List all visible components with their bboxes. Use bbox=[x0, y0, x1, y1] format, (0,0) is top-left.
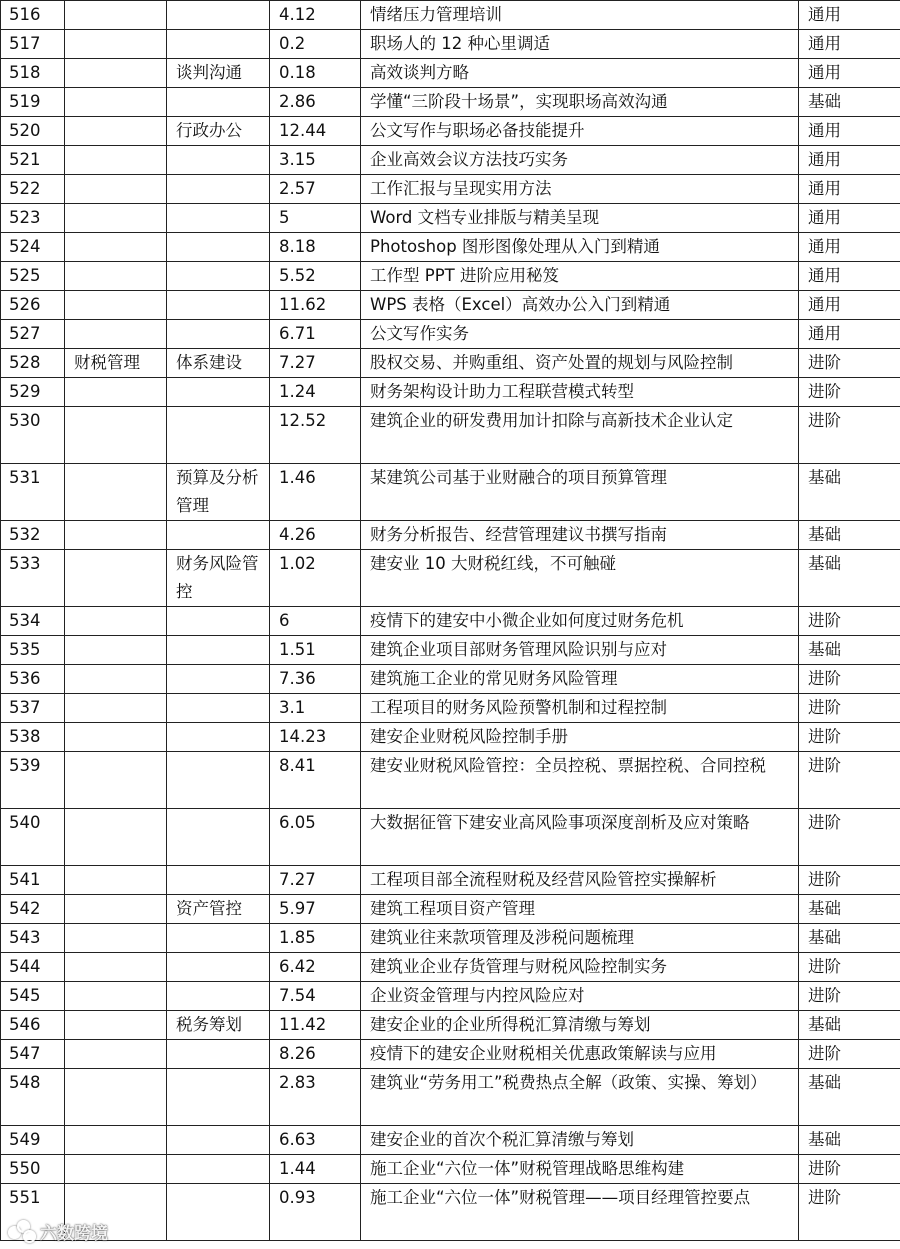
cell-number: 521 bbox=[1, 146, 65, 175]
watermark-text: 六数跨境 bbox=[40, 1223, 108, 1244]
cell-category bbox=[65, 320, 167, 349]
cell-hours: 4.26 bbox=[270, 521, 361, 550]
cell-hours: 12.52 bbox=[270, 407, 361, 464]
cell-number: 543 bbox=[1, 924, 65, 953]
cell-course-title: 建安企业的首次个税汇算清缴与筹划 bbox=[361, 1126, 799, 1155]
table-row bbox=[1, 694, 900, 723]
cell-hours: 1.46 bbox=[270, 464, 361, 521]
table-row bbox=[1, 1, 900, 30]
cell-category bbox=[65, 924, 167, 953]
cell-number: 532 bbox=[1, 521, 65, 550]
cell-course-title: 财务架构设计助力工程联营模式转型 bbox=[361, 378, 799, 407]
cell-level: 通用 bbox=[799, 320, 900, 349]
cell-category bbox=[65, 146, 167, 175]
table-row bbox=[1, 1126, 900, 1155]
cell-subcategory: 预算及分析管理 bbox=[167, 464, 270, 521]
cell-course-title: 大数据征管下建安业高风险事项深度剖析及应对策略 bbox=[361, 809, 799, 866]
table-row bbox=[1, 233, 900, 262]
cell-hours: 7.27 bbox=[270, 349, 361, 378]
cell-number: 518 bbox=[1, 59, 65, 88]
cell-level: 通用 bbox=[799, 175, 900, 204]
cell-number: 523 bbox=[1, 204, 65, 233]
cell-course-title: 建安业财税风险管控：全员控税、票据控税、合同控税 bbox=[361, 752, 799, 809]
cell-category bbox=[65, 464, 167, 521]
cell-category bbox=[65, 665, 167, 694]
table-row bbox=[1, 953, 900, 982]
cell-level: 通用 bbox=[799, 117, 900, 146]
table-row bbox=[1, 175, 900, 204]
table-row bbox=[1, 407, 900, 464]
cell-course-title: 某建筑公司基于业财融合的项目预算管理 bbox=[361, 464, 799, 521]
cell-number: 547 bbox=[1, 1040, 65, 1069]
cell-course-title: WPS 表格（Excel）高效办公入门到精通 bbox=[361, 291, 799, 320]
cell-hours: 7.27 bbox=[270, 866, 361, 895]
cell-level: 通用 bbox=[799, 146, 900, 175]
cell-subcategory bbox=[167, 636, 270, 665]
cell-hours: 1.44 bbox=[270, 1155, 361, 1184]
cell-number: 516 bbox=[1, 1, 65, 30]
cell-course-title: 情绪压力管理培训 bbox=[361, 1, 799, 30]
cell-course-title: 工程项目部全流程财税及经营风险管控实操解析 bbox=[361, 866, 799, 895]
cell-number: 519 bbox=[1, 88, 65, 117]
cell-category bbox=[65, 88, 167, 117]
cell-course-title: 工作汇报与呈现实用方法 bbox=[361, 175, 799, 204]
cell-number: 534 bbox=[1, 607, 65, 636]
cell-hours: 7.36 bbox=[270, 665, 361, 694]
cell-course-title: 工作型 PPT 进阶应用秘笈 bbox=[361, 262, 799, 291]
cell-level: 基础 bbox=[799, 895, 900, 924]
cell-subcategory bbox=[167, 1155, 270, 1184]
cell-subcategory bbox=[167, 809, 270, 866]
cell-subcategory: 资产管控 bbox=[167, 895, 270, 924]
table-row bbox=[1, 146, 900, 175]
cell-hours: 8.18 bbox=[270, 233, 361, 262]
cell-number: 551 bbox=[1, 1184, 65, 1241]
cell-hours: 5.97 bbox=[270, 895, 361, 924]
cell-category bbox=[65, 895, 167, 924]
cell-course-title: 职场人的 12 种心里调适 bbox=[361, 30, 799, 59]
table-row bbox=[1, 1184, 900, 1241]
table-row bbox=[1, 88, 900, 117]
cell-subcategory bbox=[167, 723, 270, 752]
cell-course-title: 建筑施工企业的常见财务风险管理 bbox=[361, 665, 799, 694]
cell-level: 进阶 bbox=[799, 953, 900, 982]
table-row bbox=[1, 59, 900, 88]
cell-subcategory bbox=[167, 1126, 270, 1155]
cell-category: 财税管理 bbox=[65, 349, 167, 378]
cell-category bbox=[65, 117, 167, 146]
cell-level: 进阶 bbox=[799, 407, 900, 464]
cell-level: 基础 bbox=[799, 924, 900, 953]
cell-number: 535 bbox=[1, 636, 65, 665]
cell-subcategory bbox=[167, 378, 270, 407]
cell-course-title: Word 文档专业排版与精美呈现 bbox=[361, 204, 799, 233]
cell-hours: 0.18 bbox=[270, 59, 361, 88]
cell-course-title: 疫情下的建安中小微企业如何度过财务危机 bbox=[361, 607, 799, 636]
cell-level: 进阶 bbox=[799, 1040, 900, 1069]
table-row bbox=[1, 924, 900, 953]
cell-subcategory bbox=[167, 866, 270, 895]
cell-category bbox=[65, 59, 167, 88]
cell-hours: 12.44 bbox=[270, 117, 361, 146]
cell-subcategory bbox=[167, 607, 270, 636]
table-row bbox=[1, 665, 900, 694]
table-row bbox=[1, 982, 900, 1011]
table-row bbox=[1, 607, 900, 636]
cell-course-title: 学懂“三阶段十场景”，实现职场高效沟通 bbox=[361, 88, 799, 117]
cell-hours: 6.42 bbox=[270, 953, 361, 982]
cell-subcategory bbox=[167, 407, 270, 464]
cell-hours: 6 bbox=[270, 607, 361, 636]
cell-category bbox=[65, 233, 167, 262]
cell-subcategory bbox=[167, 204, 270, 233]
cell-category bbox=[65, 752, 167, 809]
cell-level: 通用 bbox=[799, 59, 900, 88]
cell-course-title: 企业高效会议方法技巧实务 bbox=[361, 146, 799, 175]
cell-number: 526 bbox=[1, 291, 65, 320]
cell-category bbox=[65, 953, 167, 982]
cell-course-title: 财务分析报告、经营管理建议书撰写指南 bbox=[361, 521, 799, 550]
cell-subcategory bbox=[167, 1069, 270, 1126]
cell-category bbox=[65, 30, 167, 59]
cell-subcategory bbox=[167, 953, 270, 982]
table-row bbox=[1, 521, 900, 550]
cell-hours: 6.63 bbox=[270, 1126, 361, 1155]
cell-level: 进阶 bbox=[799, 723, 900, 752]
cell-subcategory bbox=[167, 291, 270, 320]
cell-subcategory bbox=[167, 1, 270, 30]
cell-subcategory bbox=[167, 88, 270, 117]
cell-category bbox=[65, 1040, 167, 1069]
cell-subcategory bbox=[167, 752, 270, 809]
cell-hours: 8.41 bbox=[270, 752, 361, 809]
cell-level: 进阶 bbox=[799, 349, 900, 378]
cell-number: 542 bbox=[1, 895, 65, 924]
cell-course-title: 建筑企业项目部财务管理风险识别与应对 bbox=[361, 636, 799, 665]
cell-number: 539 bbox=[1, 752, 65, 809]
cell-hours: 11.42 bbox=[270, 1011, 361, 1040]
cell-level: 进阶 bbox=[799, 1184, 900, 1241]
cell-subcategory bbox=[167, 665, 270, 694]
cell-course-title: 施工企业“六位一体”财税管理战略思维构建 bbox=[361, 1155, 799, 1184]
cell-level: 基础 bbox=[799, 521, 900, 550]
cell-category bbox=[65, 175, 167, 204]
cell-number: 536 bbox=[1, 665, 65, 694]
cell-number: 545 bbox=[1, 982, 65, 1011]
course-table-body bbox=[1, 1, 900, 1241]
table-row bbox=[1, 1155, 900, 1184]
table-row bbox=[1, 550, 900, 607]
cell-hours: 3.1 bbox=[270, 694, 361, 723]
cell-number: 522 bbox=[1, 175, 65, 204]
cell-category bbox=[65, 1155, 167, 1184]
cell-category bbox=[65, 866, 167, 895]
cell-category bbox=[65, 204, 167, 233]
cell-hours: 1.24 bbox=[270, 378, 361, 407]
cell-subcategory bbox=[167, 146, 270, 175]
cell-hours: 3.15 bbox=[270, 146, 361, 175]
cell-subcategory bbox=[167, 262, 270, 291]
cell-hours: 11.62 bbox=[270, 291, 361, 320]
cell-category bbox=[65, 262, 167, 291]
cell-number: 541 bbox=[1, 866, 65, 895]
cell-subcategory: 行政办公 bbox=[167, 117, 270, 146]
cell-hours: 8.26 bbox=[270, 1040, 361, 1069]
cell-level: 基础 bbox=[799, 1011, 900, 1040]
table-row bbox=[1, 1011, 900, 1040]
cell-subcategory bbox=[167, 175, 270, 204]
cell-level: 基础 bbox=[799, 1126, 900, 1155]
cell-hours: 5 bbox=[270, 204, 361, 233]
cell-category bbox=[65, 1069, 167, 1126]
cell-category bbox=[65, 1126, 167, 1155]
table-row bbox=[1, 895, 900, 924]
cell-course-title: 施工企业“六位一体”财税管理——项目经理管控要点 bbox=[361, 1184, 799, 1241]
cell-subcategory bbox=[167, 1184, 270, 1241]
cell-category bbox=[65, 521, 167, 550]
cell-number: 529 bbox=[1, 378, 65, 407]
cell-course-title: 公文写作与职场必备技能提升 bbox=[361, 117, 799, 146]
cell-hours: 5.52 bbox=[270, 262, 361, 291]
cell-course-title: 建安企业财税风险控制手册 bbox=[361, 723, 799, 752]
cell-hours: 1.51 bbox=[270, 636, 361, 665]
cell-category bbox=[65, 723, 167, 752]
paw-logo-icon bbox=[8, 1220, 34, 1242]
cell-hours: 2.83 bbox=[270, 1069, 361, 1126]
cell-category bbox=[65, 809, 167, 866]
table-row bbox=[1, 464, 900, 521]
cell-number: 525 bbox=[1, 262, 65, 291]
cell-course-title: 高效谈判方略 bbox=[361, 59, 799, 88]
cell-subcategory: 体系建设 bbox=[167, 349, 270, 378]
cell-category bbox=[65, 407, 167, 464]
cell-subcategory bbox=[167, 233, 270, 262]
cell-hours: 6.71 bbox=[270, 320, 361, 349]
cell-course-title: 建筑企业的研发费用加计扣除与高新技术企业认定 bbox=[361, 407, 799, 464]
cell-category bbox=[65, 378, 167, 407]
cell-number: 544 bbox=[1, 953, 65, 982]
table-row bbox=[1, 204, 900, 233]
cell-hours: 2.57 bbox=[270, 175, 361, 204]
cell-course-title: 疫情下的建安企业财税相关优惠政策解读与应用 bbox=[361, 1040, 799, 1069]
cell-course-title: 建筑业往来款项管理及涉税问题梳理 bbox=[361, 924, 799, 953]
cell-hours: 1.02 bbox=[270, 550, 361, 607]
cell-subcategory bbox=[167, 30, 270, 59]
table-row bbox=[1, 723, 900, 752]
cell-level: 通用 bbox=[799, 291, 900, 320]
cell-number: 546 bbox=[1, 1011, 65, 1040]
cell-subcategory: 税务筹划 bbox=[167, 1011, 270, 1040]
cell-number: 530 bbox=[1, 407, 65, 464]
cell-course-title: 建筑业“劳务用工”税费热点全解（政策、实操、筹划） bbox=[361, 1069, 799, 1126]
cell-category bbox=[65, 1, 167, 30]
cell-category bbox=[65, 694, 167, 723]
table-row bbox=[1, 752, 900, 809]
cell-hours: 2.86 bbox=[270, 88, 361, 117]
cell-subcategory: 财务风险管控 bbox=[167, 550, 270, 607]
cell-number: 524 bbox=[1, 233, 65, 262]
cell-number: 549 bbox=[1, 1126, 65, 1155]
cell-level: 基础 bbox=[799, 1069, 900, 1126]
table-row bbox=[1, 262, 900, 291]
cell-course-title: 工程项目的财务风险预警机制和过程控制 bbox=[361, 694, 799, 723]
cell-course-title: 建安企业的企业所得税汇算清缴与筹划 bbox=[361, 1011, 799, 1040]
cell-level: 进阶 bbox=[799, 752, 900, 809]
cell-subcategory bbox=[167, 1040, 270, 1069]
cell-category bbox=[65, 291, 167, 320]
cell-level: 进阶 bbox=[799, 378, 900, 407]
cell-number: 538 bbox=[1, 723, 65, 752]
cell-level: 进阶 bbox=[799, 607, 900, 636]
cell-level: 通用 bbox=[799, 262, 900, 291]
cell-subcategory: 谈判沟通 bbox=[167, 59, 270, 88]
table-row bbox=[1, 1040, 900, 1069]
table-row bbox=[1, 636, 900, 665]
table-row bbox=[1, 809, 900, 866]
cell-course-title: 股权交易、并购重组、资产处置的规划与风险控制 bbox=[361, 349, 799, 378]
cell-course-title: 公文写作实务 bbox=[361, 320, 799, 349]
cell-level: 通用 bbox=[799, 204, 900, 233]
cell-number: 517 bbox=[1, 30, 65, 59]
table-row bbox=[1, 320, 900, 349]
cell-hours: 0.2 bbox=[270, 30, 361, 59]
table-row bbox=[1, 378, 900, 407]
cell-hours: 6.05 bbox=[270, 809, 361, 866]
table-row bbox=[1, 117, 900, 146]
table-row bbox=[1, 30, 900, 59]
cell-level: 基础 bbox=[799, 550, 900, 607]
cell-category bbox=[65, 982, 167, 1011]
cell-level: 基础 bbox=[799, 464, 900, 521]
cell-level: 通用 bbox=[799, 30, 900, 59]
cell-number: 540 bbox=[1, 809, 65, 866]
cell-level: 进阶 bbox=[799, 809, 900, 866]
table-row bbox=[1, 349, 900, 378]
cell-number: 531 bbox=[1, 464, 65, 521]
cell-number: 533 bbox=[1, 550, 65, 607]
cell-subcategory bbox=[167, 320, 270, 349]
table-row bbox=[1, 1069, 900, 1126]
cell-category bbox=[65, 1011, 167, 1040]
table-row bbox=[1, 291, 900, 320]
cell-course-title: 建筑业企业存货管理与财税风险控制实务 bbox=[361, 953, 799, 982]
cell-subcategory bbox=[167, 982, 270, 1011]
cell-level: 进阶 bbox=[799, 694, 900, 723]
cell-level: 进阶 bbox=[799, 665, 900, 694]
cell-hours: 7.54 bbox=[270, 982, 361, 1011]
cell-subcategory bbox=[167, 924, 270, 953]
cell-level: 进阶 bbox=[799, 1155, 900, 1184]
cell-course-title: Photoshop 图形图像处理从入门到精通 bbox=[361, 233, 799, 262]
cell-category bbox=[65, 550, 167, 607]
cell-course-title: 企业资金管理与内控风险应对 bbox=[361, 982, 799, 1011]
table-row bbox=[1, 866, 900, 895]
cell-category bbox=[65, 607, 167, 636]
cell-level: 基础 bbox=[799, 88, 900, 117]
cell-level: 进阶 bbox=[799, 982, 900, 1011]
cell-number: 520 bbox=[1, 117, 65, 146]
cell-level: 通用 bbox=[799, 1, 900, 30]
cell-number: 537 bbox=[1, 694, 65, 723]
cell-hours: 1.85 bbox=[270, 924, 361, 953]
cell-level: 基础 bbox=[799, 636, 900, 665]
cell-number: 548 bbox=[1, 1069, 65, 1126]
cell-subcategory bbox=[167, 521, 270, 550]
cell-hours: 0.93 bbox=[270, 1184, 361, 1241]
cell-hours: 4.12 bbox=[270, 1, 361, 30]
cell-level: 进阶 bbox=[799, 866, 900, 895]
cell-number: 528 bbox=[1, 349, 65, 378]
cell-category bbox=[65, 636, 167, 665]
watermark bbox=[8, 1218, 108, 1244]
cell-hours: 14.23 bbox=[270, 723, 361, 752]
cell-number: 527 bbox=[1, 320, 65, 349]
cell-course-title: 建筑工程项目资产管理 bbox=[361, 895, 799, 924]
cell-level: 通用 bbox=[799, 233, 900, 262]
cell-number: 550 bbox=[1, 1155, 65, 1184]
cell-course-title: 建安业 10 大财税红线，不可触碰 bbox=[361, 550, 799, 607]
cell-subcategory bbox=[167, 694, 270, 723]
